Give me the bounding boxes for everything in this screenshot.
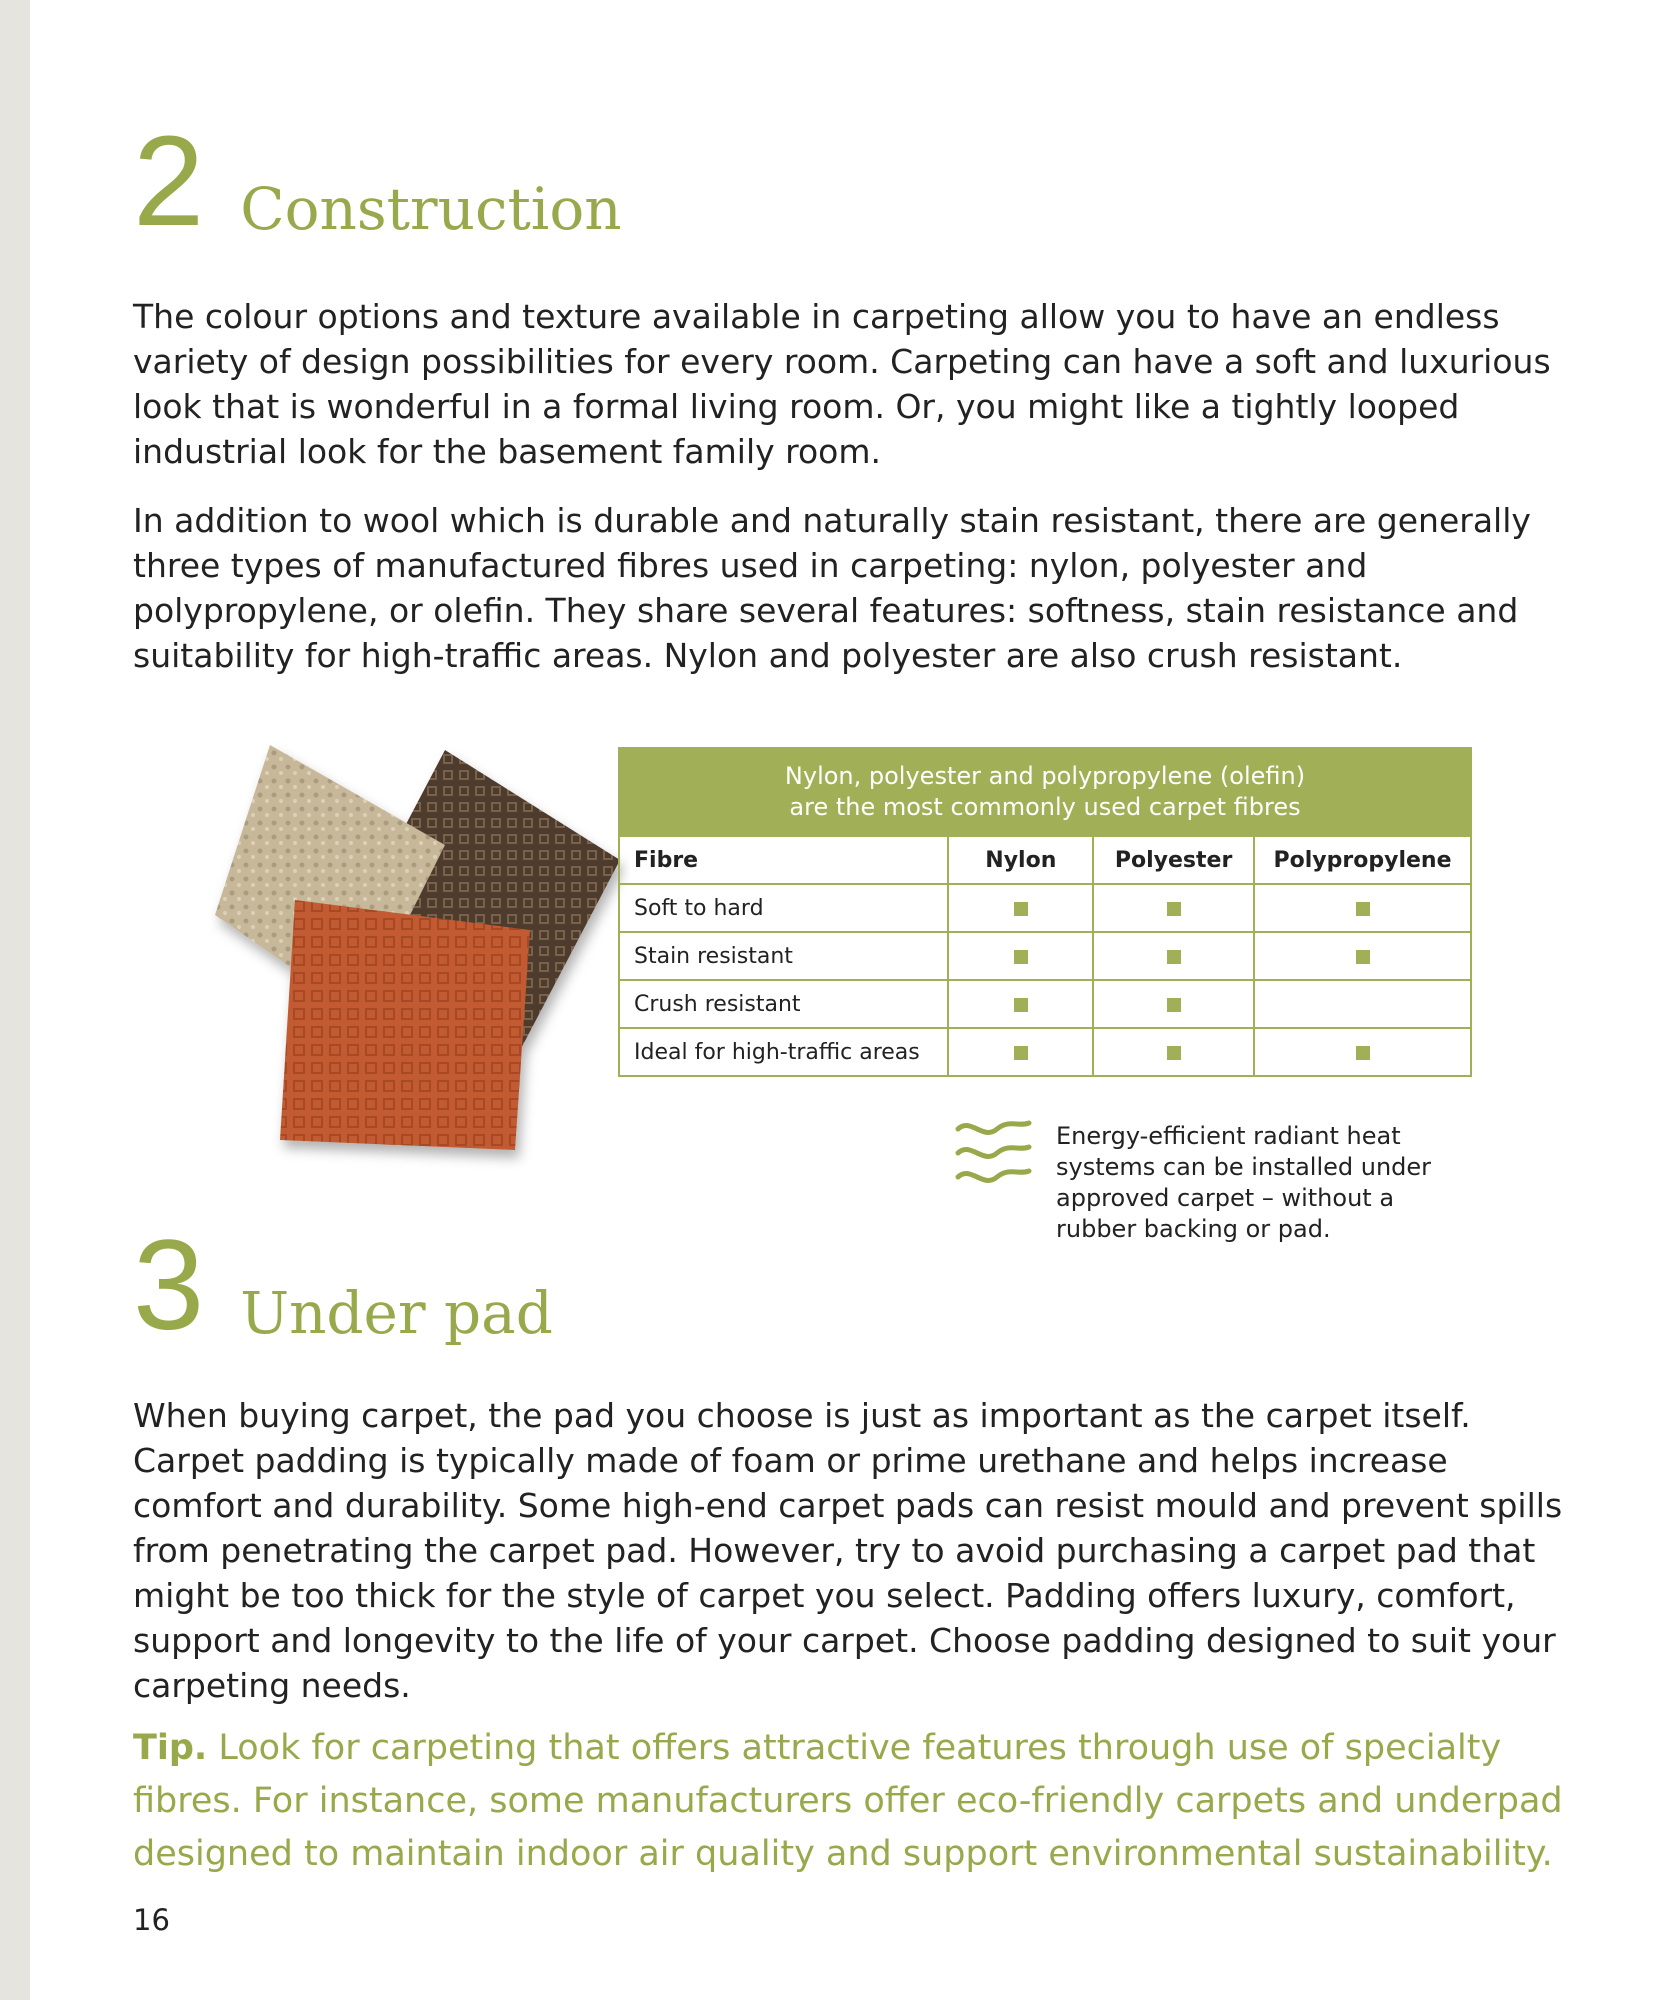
tip-callout [133, 1722, 1593, 1881]
section-heading-construction [133, 110, 622, 253]
checkmark-square-icon [1167, 950, 1181, 964]
tip-text: Look for carpeting that offers attractive features through use of specialty fibres. For instance, some manufacturers offer eco-friendly carpets and underpad designed to maintain indoor air quality and support environmental sustainability. [133, 1728, 1563, 1874]
mark-cell [1254, 884, 1471, 932]
orange-carpet-swatch [280, 900, 530, 1150]
construction-paragraph-1: The colour options and texture available in carpeting allow you to have an endless variety of design possibilities for every room. Carpeting can have a soft and luxurious look that is wonderful in a formal living room. Or, you might like a tightly looped industrial look for the basement family room. [133, 297, 1551, 471]
mark-cell [948, 980, 1093, 1028]
carpet-fibres-table [618, 747, 1472, 1077]
tip-label: Tip. [133, 1728, 208, 1768]
section-number: 3 [133, 1214, 205, 1357]
mark-cell [1254, 1028, 1471, 1076]
checkmark-square-icon [1167, 1046, 1181, 1060]
row-label: Ideal for high-traffic areas [619, 1028, 948, 1076]
column-header-polyester: Polyester [1093, 836, 1254, 884]
mark-cell [948, 1028, 1093, 1076]
checkmark-square-icon [1356, 902, 1370, 916]
checkmark-square-icon [1014, 998, 1028, 1012]
mark-cell [1093, 932, 1254, 980]
page-spine [0, 0, 30, 2000]
mark-cell [948, 932, 1093, 980]
carpet-samples-image [200, 735, 630, 1175]
table-row [619, 1028, 1471, 1076]
checkmark-square-icon [1167, 902, 1181, 916]
section-title: Construction [240, 175, 622, 243]
checkmark-square-icon [1167, 998, 1181, 1012]
mark-cell [1254, 932, 1471, 980]
table-title-line-2: are the most commonly used carpet fibres [789, 793, 1301, 821]
checkmark-square-icon [1356, 950, 1370, 964]
mark-cell [1093, 1028, 1254, 1076]
radiant-heat-note: Energy-efficient radiant heat systems can be installed under approved carpet – without a rubber backing or pad. [1056, 1122, 1432, 1243]
checkmark-square-icon [1014, 902, 1028, 916]
table-row [619, 884, 1471, 932]
page-number: 16 [133, 1903, 170, 1937]
mark-cell [1254, 980, 1471, 1028]
row-label: Stain resistant [619, 932, 948, 980]
radiant-heat-waves-icon [953, 1115, 1033, 1195]
column-header-fibre: Fibre [619, 836, 948, 884]
column-header-nylon: Nylon [948, 836, 1093, 884]
checkmark-square-icon [1014, 950, 1028, 964]
column-header-polypropylene: Polypropylene [1254, 836, 1471, 884]
mark-cell [1093, 980, 1254, 1028]
table-title [619, 748, 1471, 836]
under-pad-paragraph: When buying carpet, the pad you choose is just as important as the carpet itself. Carpet padding is typically made of foam or prime urethane and helps increase comfort and durability. Some high-end carpet pads can resist mould and prevent spills from penetrating the carpet pad. However, try to avoid purchasing a carpet pad that might be too thick for the style of carpet you select. Padding offers luxury, comfort, support and longevity to the life of your carpet. Choose padding designed to suit your carpeting needs. [133, 1396, 1563, 1705]
checkmark-square-icon [1356, 1046, 1370, 1060]
table-title-line-1: Nylon, polyester and polypropylene (olefin) [784, 762, 1306, 790]
table-row [619, 932, 1471, 980]
section-heading-under-pad [133, 1214, 553, 1357]
mark-cell [1093, 884, 1254, 932]
checkmark-square-icon [1014, 1046, 1028, 1060]
section-number: 2 [133, 110, 205, 253]
mark-cell [948, 884, 1093, 932]
section-title: Under pad [240, 1279, 553, 1347]
row-label: Soft to hard [619, 884, 948, 932]
row-label: Crush resistant [619, 980, 948, 1028]
table-row [619, 980, 1471, 1028]
construction-paragraph-2: In addition to wool which is durable and naturally stain resistant, there are generally three types of manufactured fibres used in carpeting: nylon, polyester and polypropylene, or olefin. They share several features: softness, stain resistance and suitability for high-traffic areas. Nylon and polyester are also crush resistant. [133, 501, 1531, 675]
